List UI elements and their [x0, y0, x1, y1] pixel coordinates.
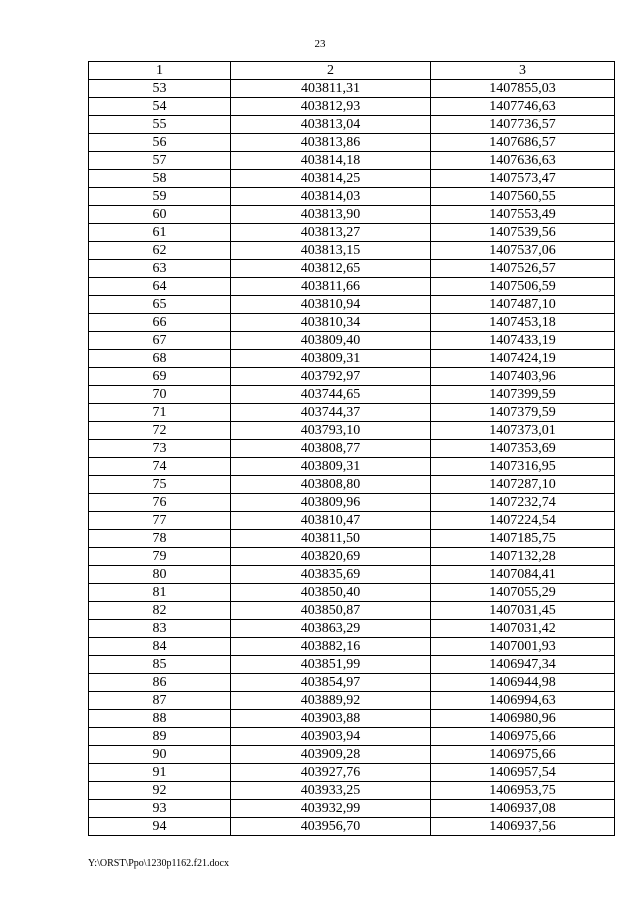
cell-y-coordinate: 1407553,49 [431, 206, 615, 224]
cell-y-coordinate: 1407224,54 [431, 512, 615, 530]
cell-x-coordinate: 403956,70 [231, 818, 431, 836]
cell-point-number: 93 [89, 800, 231, 818]
column-header-x-coordinate: 2 [231, 62, 431, 80]
table-row [89, 494, 615, 512]
table-row [89, 638, 615, 656]
cell-y-coordinate: 1406994,63 [431, 692, 615, 710]
cell-x-coordinate: 403882,16 [231, 638, 431, 656]
cell-point-number: 84 [89, 638, 231, 656]
cell-point-number: 64 [89, 278, 231, 296]
cell-point-number: 94 [89, 818, 231, 836]
table-row [89, 620, 615, 638]
cell-point-number: 80 [89, 566, 231, 584]
cell-point-number: 86 [89, 674, 231, 692]
cell-x-coordinate: 403809,40 [231, 332, 431, 350]
cell-point-number: 63 [89, 260, 231, 278]
cell-y-coordinate: 1407537,06 [431, 242, 615, 260]
column-header-y-coordinate: 3 [431, 62, 615, 80]
cell-point-number: 56 [89, 134, 231, 152]
cell-x-coordinate: 403813,27 [231, 224, 431, 242]
cell-y-coordinate: 1407526,57 [431, 260, 615, 278]
cell-y-coordinate: 1406975,66 [431, 746, 615, 764]
cell-point-number: 74 [89, 458, 231, 476]
cell-y-coordinate: 1407185,75 [431, 530, 615, 548]
cell-x-coordinate: 403811,66 [231, 278, 431, 296]
cell-point-number: 61 [89, 224, 231, 242]
table-row [89, 116, 615, 134]
page-number: 23 [314, 38, 326, 50]
table-row [89, 764, 615, 782]
cell-y-coordinate: 1407232,74 [431, 494, 615, 512]
table-row [89, 152, 615, 170]
table-row [89, 746, 615, 764]
cell-point-number: 67 [89, 332, 231, 350]
table-row [89, 332, 615, 350]
table-row [89, 80, 615, 98]
cell-x-coordinate: 403813,04 [231, 116, 431, 134]
cell-x-coordinate: 403811,31 [231, 80, 431, 98]
cell-point-number: 60 [89, 206, 231, 224]
cell-point-number: 71 [89, 404, 231, 422]
table-body [89, 80, 615, 836]
cell-x-coordinate: 403933,25 [231, 782, 431, 800]
table-header-row [89, 62, 615, 80]
cell-y-coordinate: 1407636,63 [431, 152, 615, 170]
table-row [89, 512, 615, 530]
table-row [89, 548, 615, 566]
cell-y-coordinate: 1407506,59 [431, 278, 615, 296]
cell-x-coordinate: 403810,34 [231, 314, 431, 332]
cell-y-coordinate: 1407855,03 [431, 80, 615, 98]
cell-point-number: 89 [89, 728, 231, 746]
cell-y-coordinate: 1407573,47 [431, 170, 615, 188]
cell-y-coordinate: 1407746,63 [431, 98, 615, 116]
cell-x-coordinate: 403932,99 [231, 800, 431, 818]
table-row [89, 170, 615, 188]
cell-point-number: 82 [89, 602, 231, 620]
cell-point-number: 73 [89, 440, 231, 458]
table-row [89, 782, 615, 800]
cell-point-number: 59 [89, 188, 231, 206]
cell-point-number: 69 [89, 368, 231, 386]
cell-point-number: 91 [89, 764, 231, 782]
table-row [89, 656, 615, 674]
cell-y-coordinate: 1407287,10 [431, 476, 615, 494]
cell-x-coordinate: 403812,65 [231, 260, 431, 278]
cell-x-coordinate: 403835,69 [231, 566, 431, 584]
cell-x-coordinate: 403744,37 [231, 404, 431, 422]
cell-y-coordinate: 1407560,55 [431, 188, 615, 206]
cell-x-coordinate: 403850,87 [231, 602, 431, 620]
cell-point-number: 79 [89, 548, 231, 566]
cell-x-coordinate: 403851,99 [231, 656, 431, 674]
cell-y-coordinate: 1406975,66 [431, 728, 615, 746]
table-row [89, 296, 615, 314]
cell-x-coordinate: 403810,94 [231, 296, 431, 314]
cell-point-number: 81 [89, 584, 231, 602]
table-row [89, 674, 615, 692]
cell-y-coordinate: 1407736,57 [431, 116, 615, 134]
cell-x-coordinate: 403863,29 [231, 620, 431, 638]
cell-point-number: 83 [89, 620, 231, 638]
cell-y-coordinate: 1406980,96 [431, 710, 615, 728]
cell-point-number: 55 [89, 116, 231, 134]
cell-x-coordinate: 403903,94 [231, 728, 431, 746]
table-row [89, 602, 615, 620]
cell-point-number: 66 [89, 314, 231, 332]
cell-x-coordinate: 403820,69 [231, 548, 431, 566]
cell-y-coordinate: 1407487,10 [431, 296, 615, 314]
table-row [89, 278, 615, 296]
cell-point-number: 76 [89, 494, 231, 512]
cell-x-coordinate: 403909,28 [231, 746, 431, 764]
table-row [89, 224, 615, 242]
cell-x-coordinate: 403903,88 [231, 710, 431, 728]
cell-point-number: 87 [89, 692, 231, 710]
cell-point-number: 77 [89, 512, 231, 530]
cell-x-coordinate: 403850,40 [231, 584, 431, 602]
cell-x-coordinate: 403792,97 [231, 368, 431, 386]
cell-point-number: 54 [89, 98, 231, 116]
table-row [89, 260, 615, 278]
cell-y-coordinate: 1407686,57 [431, 134, 615, 152]
cell-x-coordinate: 403809,31 [231, 350, 431, 368]
cell-x-coordinate: 403813,90 [231, 206, 431, 224]
cell-x-coordinate: 403814,03 [231, 188, 431, 206]
cell-point-number: 65 [89, 296, 231, 314]
cell-y-coordinate: 1407353,69 [431, 440, 615, 458]
table-row [89, 800, 615, 818]
cell-y-coordinate: 1407132,28 [431, 548, 615, 566]
table-row [89, 728, 615, 746]
table-row [89, 386, 615, 404]
cell-x-coordinate: 403814,25 [231, 170, 431, 188]
cell-y-coordinate: 1407031,42 [431, 620, 615, 638]
cell-y-coordinate: 1407403,96 [431, 368, 615, 386]
cell-y-coordinate: 1406947,34 [431, 656, 615, 674]
cell-x-coordinate: 403927,76 [231, 764, 431, 782]
document-file-path: Y:\ORST\Ppo\1230p1162.f21.docx [88, 858, 229, 869]
cell-y-coordinate: 1407055,29 [431, 584, 615, 602]
table-row [89, 458, 615, 476]
coordinates-table [88, 61, 615, 836]
table-row [89, 206, 615, 224]
cell-x-coordinate: 403808,80 [231, 476, 431, 494]
table-row [89, 314, 615, 332]
table-row [89, 476, 615, 494]
cell-point-number: 62 [89, 242, 231, 260]
cell-x-coordinate: 403809,31 [231, 458, 431, 476]
table-row [89, 368, 615, 386]
table-row [89, 530, 615, 548]
cell-y-coordinate: 1407433,19 [431, 332, 615, 350]
cell-y-coordinate: 1407539,56 [431, 224, 615, 242]
cell-y-coordinate: 1406957,54 [431, 764, 615, 782]
cell-point-number: 88 [89, 710, 231, 728]
table-row [89, 188, 615, 206]
cell-point-number: 57 [89, 152, 231, 170]
cell-point-number: 92 [89, 782, 231, 800]
table-row [89, 710, 615, 728]
cell-y-coordinate: 1407379,59 [431, 404, 615, 422]
cell-y-coordinate: 1407424,19 [431, 350, 615, 368]
cell-point-number: 70 [89, 386, 231, 404]
cell-y-coordinate: 1407453,18 [431, 314, 615, 332]
column-header-point-number: 1 [89, 62, 231, 80]
cell-x-coordinate: 403814,18 [231, 152, 431, 170]
cell-y-coordinate: 1407399,59 [431, 386, 615, 404]
cell-point-number: 53 [89, 80, 231, 98]
table-row [89, 566, 615, 584]
table-row [89, 818, 615, 836]
cell-y-coordinate: 1406944,98 [431, 674, 615, 692]
cell-y-coordinate: 1407001,93 [431, 638, 615, 656]
cell-x-coordinate: 403813,86 [231, 134, 431, 152]
table-row [89, 440, 615, 458]
cell-x-coordinate: 403889,92 [231, 692, 431, 710]
cell-y-coordinate: 1407316,95 [431, 458, 615, 476]
cell-point-number: 58 [89, 170, 231, 188]
cell-y-coordinate: 1406937,56 [431, 818, 615, 836]
cell-point-number: 85 [89, 656, 231, 674]
cell-x-coordinate: 403744,65 [231, 386, 431, 404]
cell-y-coordinate: 1407084,41 [431, 566, 615, 584]
table-row [89, 134, 615, 152]
table-row [89, 692, 615, 710]
table-row [89, 242, 615, 260]
table-row [89, 422, 615, 440]
cell-y-coordinate: 1407373,01 [431, 422, 615, 440]
cell-point-number: 68 [89, 350, 231, 368]
cell-x-coordinate: 403813,15 [231, 242, 431, 260]
table-row [89, 350, 615, 368]
cell-x-coordinate: 403811,50 [231, 530, 431, 548]
cell-x-coordinate: 403808,77 [231, 440, 431, 458]
cell-y-coordinate: 1406953,75 [431, 782, 615, 800]
cell-x-coordinate: 403793,10 [231, 422, 431, 440]
table-row [89, 404, 615, 422]
cell-point-number: 90 [89, 746, 231, 764]
cell-point-number: 72 [89, 422, 231, 440]
cell-x-coordinate: 403810,47 [231, 512, 431, 530]
cell-point-number: 78 [89, 530, 231, 548]
table-row [89, 584, 615, 602]
cell-x-coordinate: 403854,97 [231, 674, 431, 692]
cell-point-number: 75 [89, 476, 231, 494]
cell-x-coordinate: 403812,93 [231, 98, 431, 116]
cell-y-coordinate: 1407031,45 [431, 602, 615, 620]
cell-x-coordinate: 403809,96 [231, 494, 431, 512]
table-row [89, 98, 615, 116]
cell-y-coordinate: 1406937,08 [431, 800, 615, 818]
